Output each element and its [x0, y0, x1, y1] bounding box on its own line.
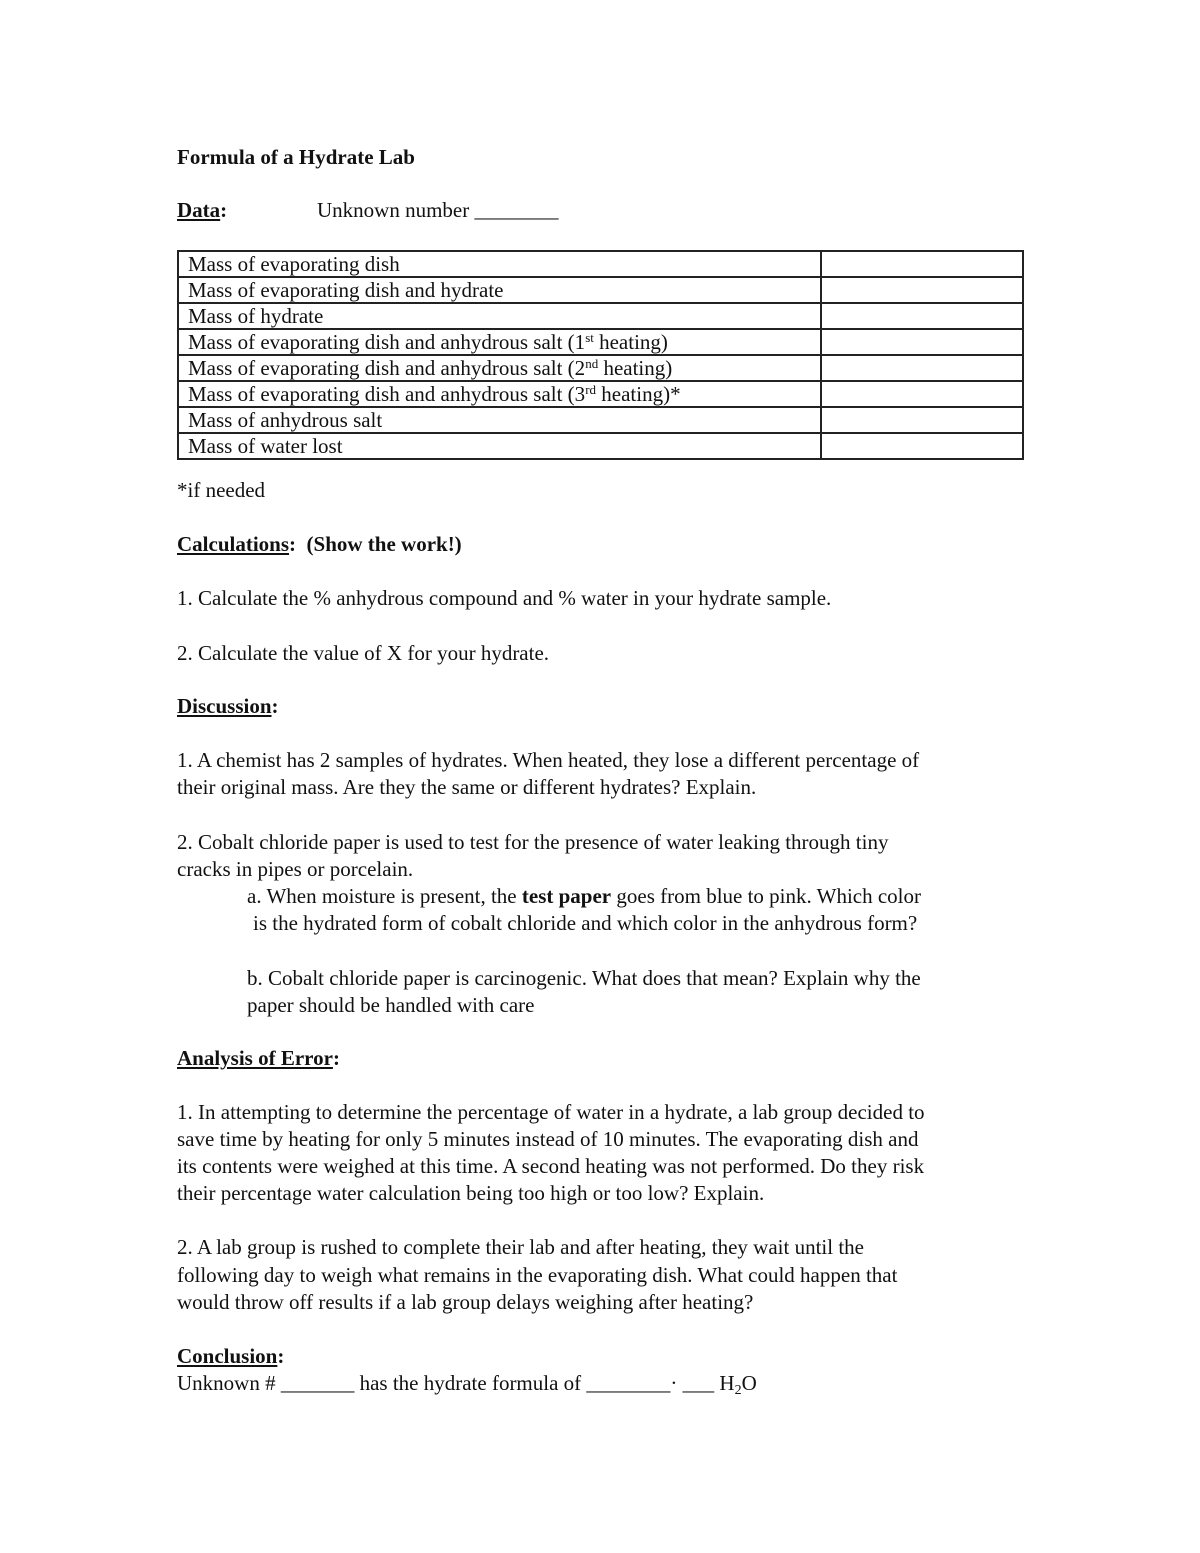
page-title: Formula of a Hydrate Lab — [177, 145, 415, 169]
row-label-tail: heating) — [593, 330, 668, 354]
discussion-q2a-line-2: is the hydrated form of cobalt chloride and which color in the anhydrous form? — [253, 911, 918, 935]
ordinal-superscript: nd — [585, 356, 599, 371]
water-suffix: O — [741, 1371, 757, 1395]
table-value-cell — [821, 251, 1023, 277]
table-row — [178, 277, 1023, 303]
analysis-heading-text: Analysis of Error — [177, 1046, 333, 1070]
row-label: Mass of anhydrous salt — [188, 408, 383, 432]
analysis-q2-line-3: would throw off results if a lab group delays weighing after heating? — [177, 1290, 754, 1314]
analysis-q1-line-2: save time by heating for only 5 minutes instead of 10 minutes. The evaporating dish and — [177, 1127, 919, 1151]
conclusion-heading: Conclusion: — [177, 1344, 285, 1368]
conclusion-dot: · — [670, 1371, 678, 1395]
analysis-heading: Analysis of Error: — [177, 1046, 340, 1070]
table-row — [178, 251, 1023, 277]
row-label: Mass of evaporating dish and hydrate — [188, 278, 504, 302]
row-label: Mass of evaporating dish — [188, 252, 400, 276]
row-label: Mass of evaporating dish and anhydrous salt (3 — [188, 382, 586, 406]
table-row — [178, 329, 1023, 355]
discussion-q2-line-2: cracks in pipes or porcelain. — [177, 857, 414, 881]
table-label-cell — [178, 433, 821, 459]
q2a-text-bold: test paper — [521, 884, 612, 908]
table-label-cell — [178, 277, 821, 303]
table-value-cell — [821, 433, 1023, 459]
table-label-cell — [178, 329, 821, 355]
ordinal-superscript: rd — [585, 382, 597, 397]
table-value-cell — [821, 407, 1023, 433]
unknown-number-field: Unknown number ________ — [317, 198, 559, 222]
discussion-heading-text: Discussion — [177, 694, 272, 718]
table-value-cell — [821, 355, 1023, 381]
row-label: Mass of evaporating dish and anhydrous salt (1 — [188, 330, 586, 354]
calculation-item-1: 1. Calculate the % anhydrous compound and % water in your hydrate sample. — [177, 586, 832, 610]
q2a-text-post: goes from blue to pink. Which color — [611, 884, 922, 908]
discussion-heading: Discussion: — [177, 694, 279, 718]
table-label-cell — [178, 407, 821, 433]
discussion-q1-line-2: their original mass. Are they the same or different hydrates? Explain. — [177, 775, 757, 799]
conclusion-formula-line — [177, 1370, 757, 1397]
discussion-q2b-line-2: paper should be handled with care — [247, 993, 535, 1017]
ordinal-superscript: st — [585, 330, 594, 345]
analysis-q2-line-1: 2. A lab group is rushed to complete their lab and after heating, they wait until the — [177, 1235, 864, 1259]
row-label-tail: heating)* — [596, 382, 681, 406]
table-row — [178, 355, 1023, 381]
data-table — [177, 250, 1024, 460]
discussion-q2b-line-1: b. Cobalt chloride paper is carcinogenic. What does that mean? Explain why the — [247, 966, 921, 990]
conclusion-blank: ___ H — [677, 1371, 735, 1395]
analysis-q1-line-3: its contents were weighed at this time. A second heating was not performed. Do they risk — [177, 1154, 925, 1178]
table-value-cell — [821, 329, 1023, 355]
table-label-cell — [178, 355, 821, 381]
water-subscript: 2 — [734, 1383, 742, 1398]
table-row — [178, 303, 1023, 329]
analysis-q1-line-4: their percentage water calculation being too high or too low? Explain. — [177, 1181, 765, 1205]
conclusion-text: Unknown # _______ has the hydrate formula of ________ — [177, 1371, 671, 1395]
q2a-text-pre: a. When moisture is present, the — [247, 884, 522, 908]
table-value-cell — [821, 303, 1023, 329]
row-label-tail: heating) — [598, 356, 673, 380]
table-label-cell — [178, 381, 821, 407]
row-label: Mass of evaporating dish and anhydrous salt (2 — [188, 356, 586, 380]
calculations-heading: Calculations: (Show the work!) — [177, 532, 462, 556]
calculations-note: (Show the work!) — [306, 532, 462, 556]
data-heading-text: Data — [177, 198, 221, 222]
table-label-cell — [178, 303, 821, 329]
table-label-cell — [178, 251, 821, 277]
calculations-heading-text: Calculations — [177, 532, 290, 556]
analysis-q1-line-1: 1. In attempting to determine the percentage of water in a hydrate, a lab group decided to — [177, 1100, 925, 1124]
row-label: Mass of hydrate — [188, 304, 324, 328]
analysis-q2-line-2: following day to weigh what remains in the evaporating dish. What could happen that — [177, 1263, 898, 1287]
footnote: *if needed — [177, 478, 266, 502]
table-row — [178, 381, 1023, 407]
table-row — [178, 433, 1023, 459]
conclusion-heading-text: Conclusion — [177, 1344, 278, 1368]
table-value-cell — [821, 277, 1023, 303]
discussion-q2a-line-1 — [247, 883, 921, 910]
row-label: Mass of water lost — [188, 434, 343, 458]
data-heading: Data: — [177, 198, 228, 222]
discussion-q1-line-1: 1. A chemist has 2 samples of hydrates. When heated, they lose a different percentage of — [177, 748, 920, 772]
calculation-item-2: 2. Calculate the value of X for your hydrate. — [177, 641, 550, 665]
table-row — [178, 407, 1023, 433]
table-value-cell — [821, 381, 1023, 407]
discussion-q2-line-1: 2. Cobalt chloride paper is used to test for the presence of water leaking through tiny — [177, 830, 889, 854]
